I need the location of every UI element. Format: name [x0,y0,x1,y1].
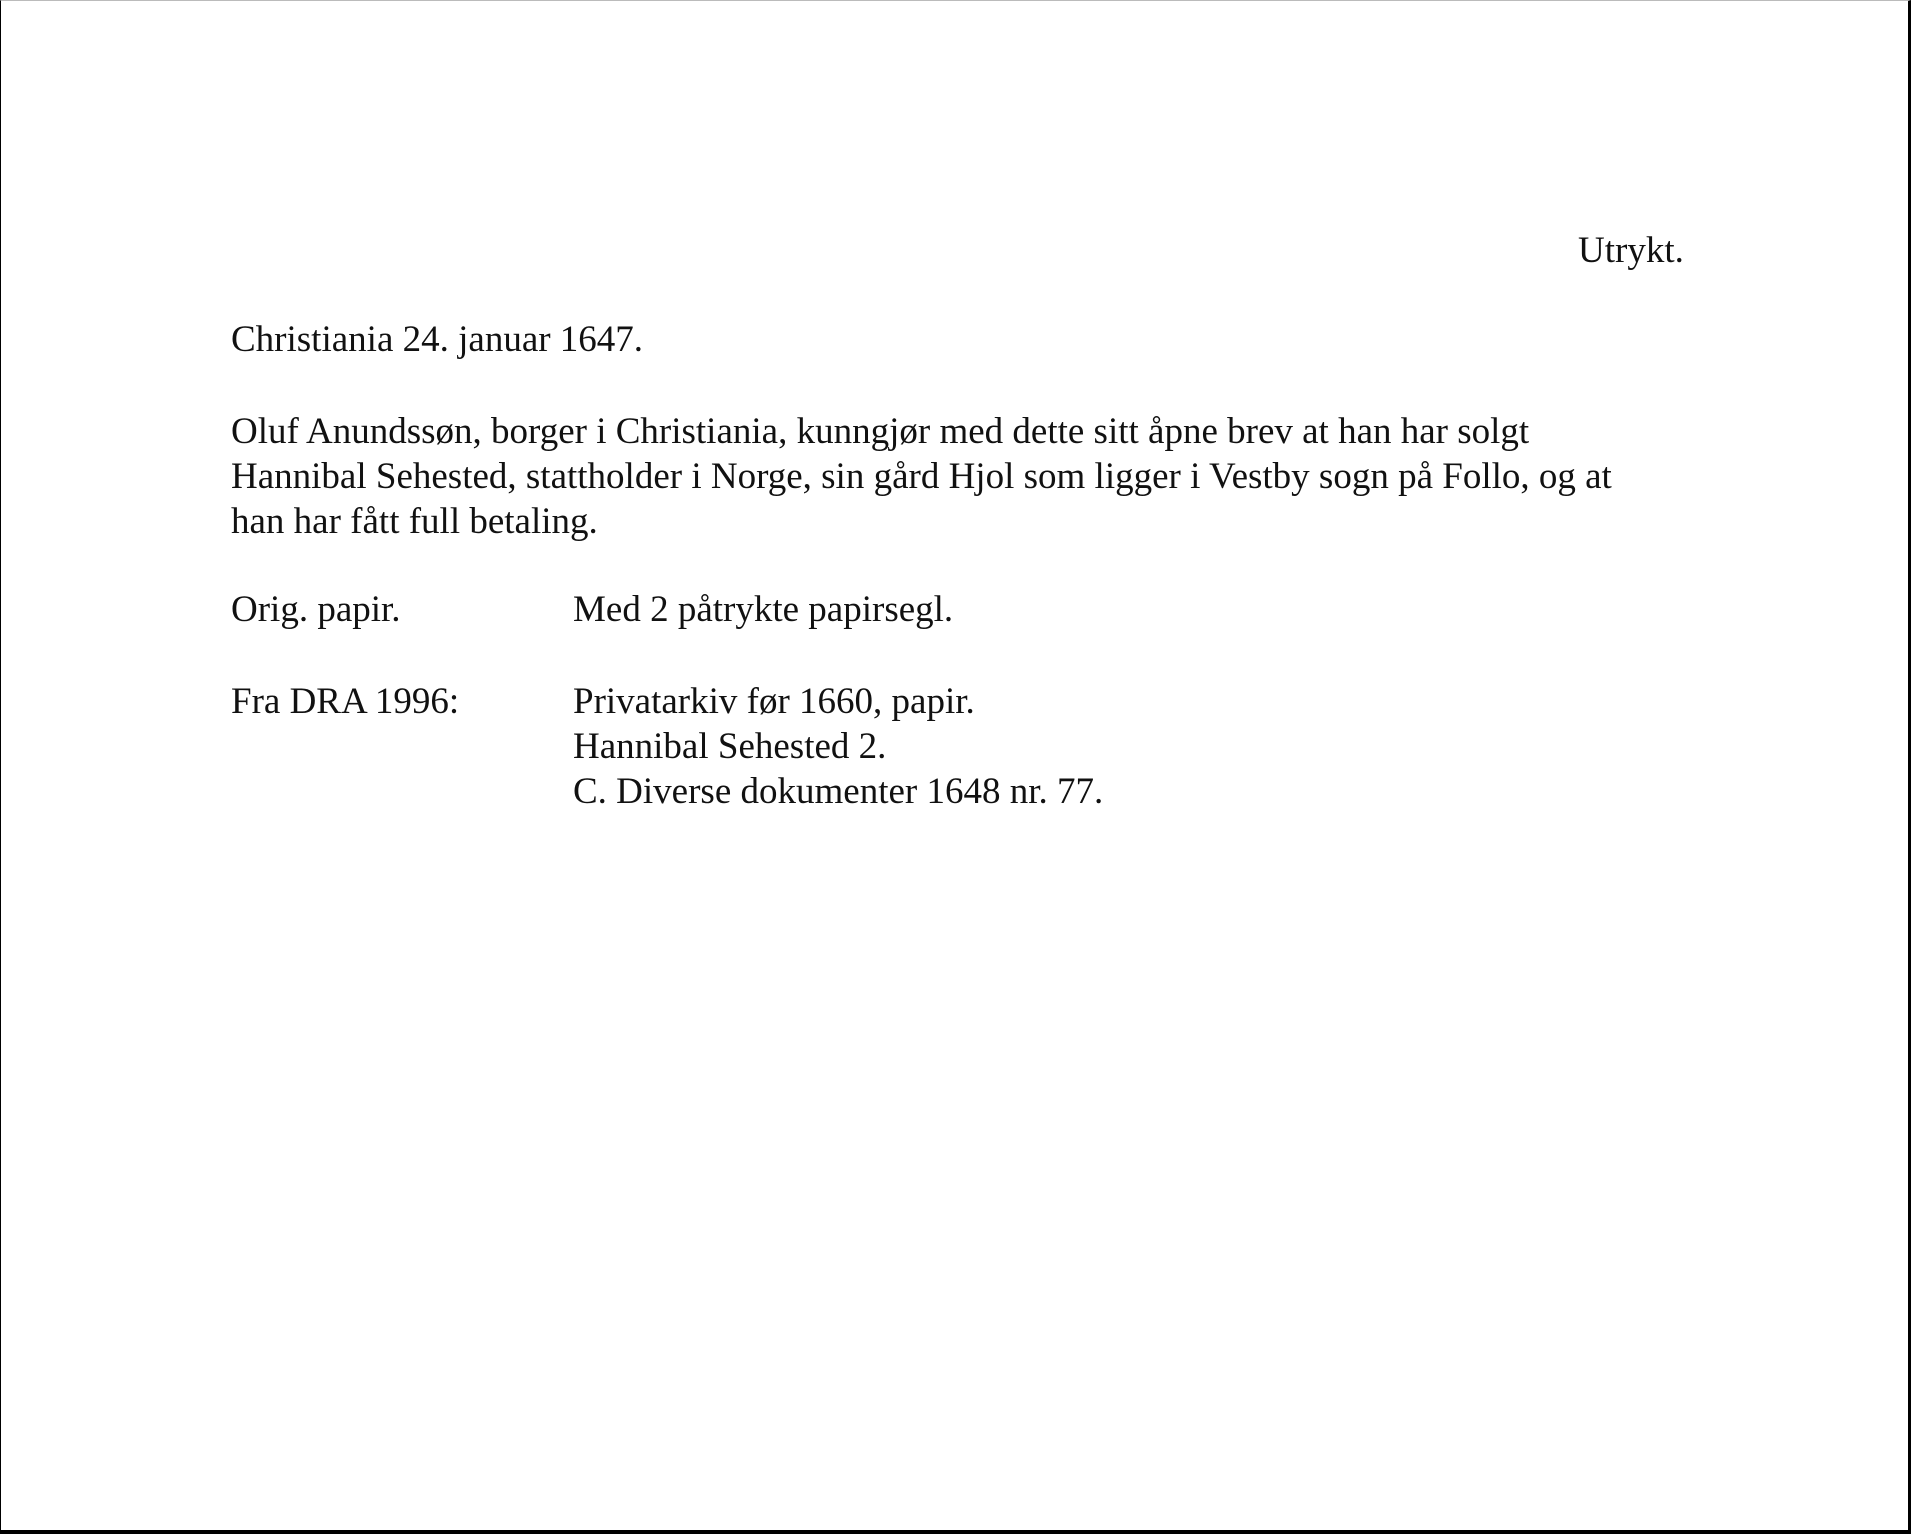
source-line: C. Diverse dokumenter 1648 nr. 77. [573,771,1104,812]
date-place: Christiania 24. januar 1647. [231,319,644,360]
source-label: Fra DRA 1996: [231,681,460,722]
summary-paragraph [231,409,1612,544]
summary-line: Hannibal Sehested, stattholder i Norge, sin gård Hjol som ligger i Vestby sogn på Follo, og at [231,456,1612,497]
source-line: Hannibal Sehested 2. [573,726,887,767]
original-label: Orig. papir. [231,589,401,630]
original-value: Med 2 påtrykte papirsegl. [573,589,954,630]
summary-line: han har fått full betaling. [231,501,598,542]
source-value [573,679,1103,814]
print-status: Utrykt. [1578,230,1684,271]
source-line: Privatarkiv før 1660, papir. [573,681,975,722]
summary-line: Oluf Anundssøn, borger i Christiania, kunngjør med dette sitt åpne brev at han har solgt [231,411,1530,452]
